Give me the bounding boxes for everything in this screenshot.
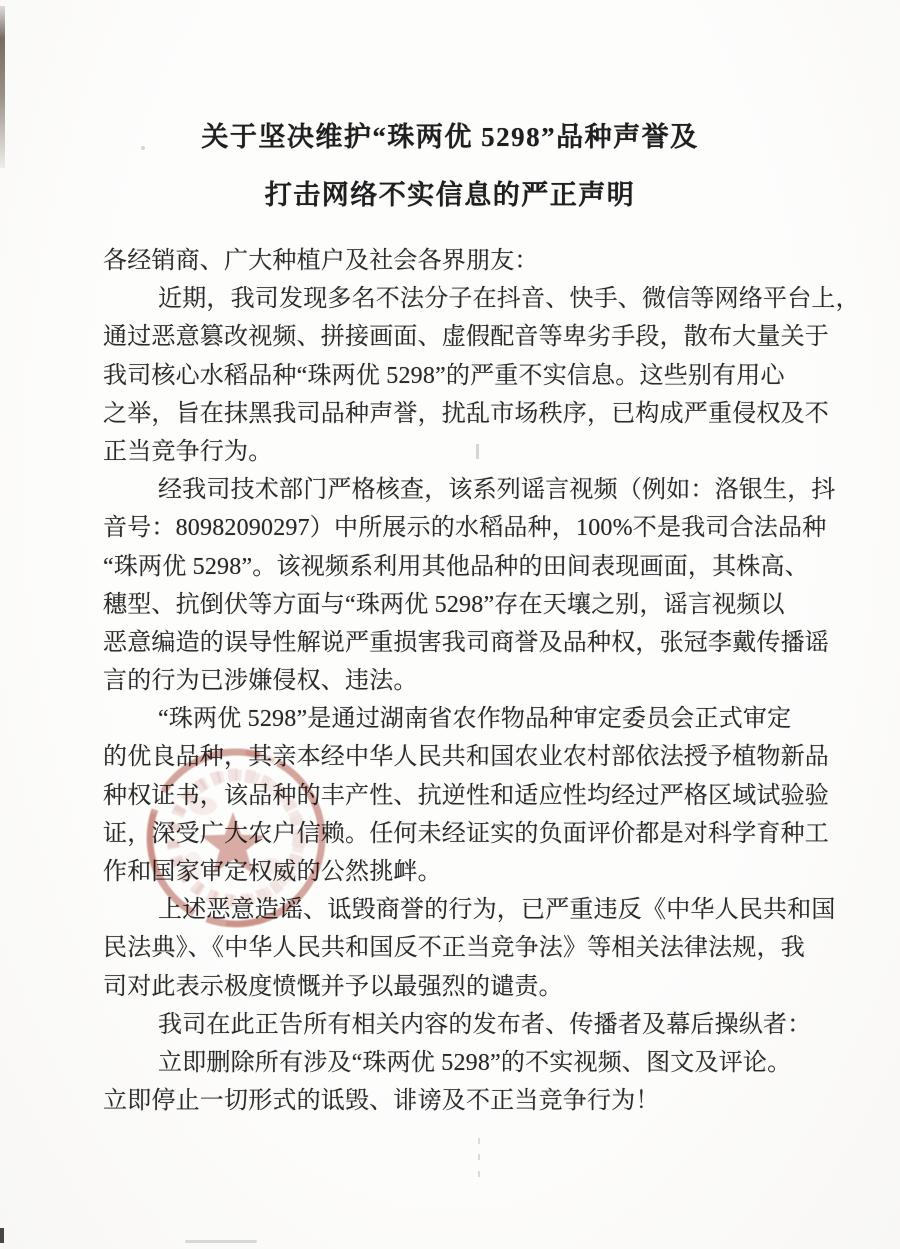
body-line: “珠两优 5298”。该视频系利用其他品种的田间表现画面，其株高、 — [103, 553, 809, 580]
body-line: 之举，旨在抹黑我司品种声誉，扰乱市场秩序，已构成严重侵权及不 — [103, 400, 829, 427]
title-line-1: 关于坚决维护“珠两优 5298”品种声誉及 — [201, 122, 699, 152]
scan-edge-artifact-bottom-left — [0, 1228, 4, 1243]
body-line: “珠两优 5298”是通过湖南省农作物品种审定委员会正式审定 — [158, 706, 792, 733]
title-line-2: 打击网络不实信息的严正声明 — [264, 180, 636, 210]
body-line: 立即停止一切形式的诋毁、诽谤及不正当竞争行为！ — [103, 1088, 660, 1115]
body-line: 通过恶意篡改视频、拼接画面、虚假配音等卑劣手段，散布大量关于 — [103, 324, 829, 351]
body-line: 近期，我司发现多名不法分子在抖音、快手、微信等网络平台上， — [158, 286, 860, 313]
body-line: 的优良品种，其亲本经中华人民共和国农业农村部依法授予植物新品 — [103, 744, 829, 771]
body-line: 种权证书，该品种的丰产性、抗逆性和适应性均经过严格区域试验验 — [103, 782, 829, 809]
body-line: 民法典》、《中华人民共和国反不正当竞争法》等相关法律法规，我 — [103, 935, 805, 962]
document-title — [0, 108, 900, 224]
body-line: 作和国家审定权威的公然挑衅。 — [103, 859, 442, 885]
body-line: 正当竞争行为。 — [103, 438, 273, 465]
body-line: 司对此表示极度愤慨并予以最强烈的谴责。 — [103, 973, 563, 1000]
scan-smudge-bottom — [185, 1240, 257, 1243]
body-line: 上述恶意造谣、诋毁商誉的行为，已严重违反《中华人民共和国 — [158, 897, 836, 924]
body-line: 穗型、抗倒伏等方面与“珠两优 5298”存在天壤之别，谣言视频以 — [103, 591, 785, 618]
body-line: 我司在此正告所有相关内容的发布者、传播者及幕后操纵者： — [158, 1011, 812, 1038]
body-line: 我司核心水稻品种“珠两优 5298”的严重不实信息。这些别有用心 — [103, 362, 785, 389]
body-line: 音号：80982090297）中所展示的水稻品种，100%不是我司合法品种 — [103, 515, 827, 542]
body-line: 证，深受广大农户信赖。任何未经证实的负面评价都是对科学育种工 — [103, 820, 829, 847]
body-line: 各经销商、广大种植户及社会各界朋友： — [103, 248, 539, 274]
body-line: 恶意编造的误导性解说严重损害我司商誉及品种权，张冠李戴传播谣 — [103, 629, 829, 656]
body-line: 经我司技术部门严格核查，该系列谣言视频（例如：洛银生，抖 — [158, 477, 836, 504]
document-body — [103, 242, 860, 1120]
body-line: 言的行为已涉嫌侵权、违法。 — [103, 668, 418, 695]
body-line: 立即删除所有涉及“珠两优 5298”的不实视频、图文及评论。 — [158, 1049, 792, 1076]
